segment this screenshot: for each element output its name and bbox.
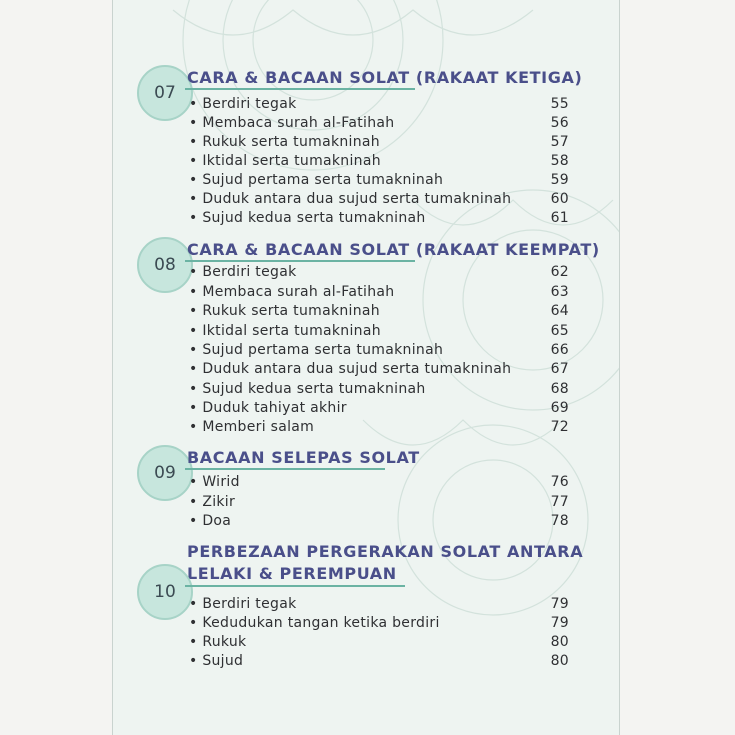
toc-entry[interactable]: • Rukuk 80	[189, 632, 569, 652]
toc-entry[interactable]: • Berdiri tegak 55	[189, 94, 569, 114]
toc-entry[interactable]: • Sujud pertama serta tumakninah 59	[189, 170, 569, 190]
title-underline	[185, 468, 385, 470]
toc-entry[interactable]: • Zikir 77	[189, 492, 569, 512]
section-title: CARA & BACAAN SOLAT (RAKAAT KETIGA)	[187, 68, 583, 87]
toc-entry[interactable]: • Wirid 76	[189, 472, 569, 492]
toc-entry[interactable]: • Duduk tahiyat akhir 69	[189, 398, 569, 418]
toc-entry[interactable]: • Iktidal serta tumakninah 58	[189, 151, 569, 171]
section-number-badge: 10	[137, 564, 193, 620]
toc-entry[interactable]: • Duduk antara dua sujud serta tumakninah 67	[189, 359, 569, 379]
book-page	[112, 0, 620, 735]
section-number-badge: 08	[137, 237, 193, 293]
toc-entry[interactable]: • Sujud 80	[189, 651, 569, 671]
section-number-badge: 09	[137, 445, 193, 501]
section-title: BACAAN SELEPAS SOLAT	[187, 448, 420, 467]
toc-entry[interactable]: • Kedudukan tangan ketika berdiri 79	[189, 613, 569, 633]
section-title: CARA & BACAAN SOLAT (RAKAAT KEEMPAT)	[187, 240, 600, 259]
toc-entry[interactable]: • Memberi salam 72	[189, 417, 569, 437]
toc-entry[interactable]: • Berdiri tegak 62	[189, 262, 569, 282]
toc-entry[interactable]: • Rukuk serta tumakninah 64	[189, 301, 569, 321]
title-underline	[185, 585, 405, 587]
toc-entry[interactable]: • Iktidal serta tumakninah 65	[189, 321, 569, 341]
section-number-badge: 07	[137, 65, 193, 121]
section-title-line2: LELAKI & PEREMPUAN	[187, 564, 397, 583]
toc-entry[interactable]: • Sujud kedua serta tumakninah 68	[189, 379, 569, 399]
section-title-line1: PERBEZAAN PERGERAKAN SOLAT ANTARA	[187, 542, 584, 561]
toc-entry[interactable]: • Membaca surah al-Fatihah 56	[189, 113, 569, 133]
toc-entry[interactable]: • Sujud pertama serta tumakninah 66	[189, 340, 569, 360]
toc-entry[interactable]: • Rukuk serta tumakninah 57	[189, 132, 569, 152]
title-underline	[185, 88, 415, 90]
toc-entry[interactable]: • Sujud kedua serta tumakninah 61	[189, 208, 569, 228]
toc-entry[interactable]: • Membaca surah al-Fatihah 63	[189, 282, 569, 302]
toc-entry[interactable]: • Berdiri tegak 79	[189, 594, 569, 614]
toc-entry[interactable]: • Doa 78	[189, 511, 569, 531]
toc-entry[interactable]: • Duduk antara dua sujud serta tumakninah 60	[189, 189, 569, 209]
